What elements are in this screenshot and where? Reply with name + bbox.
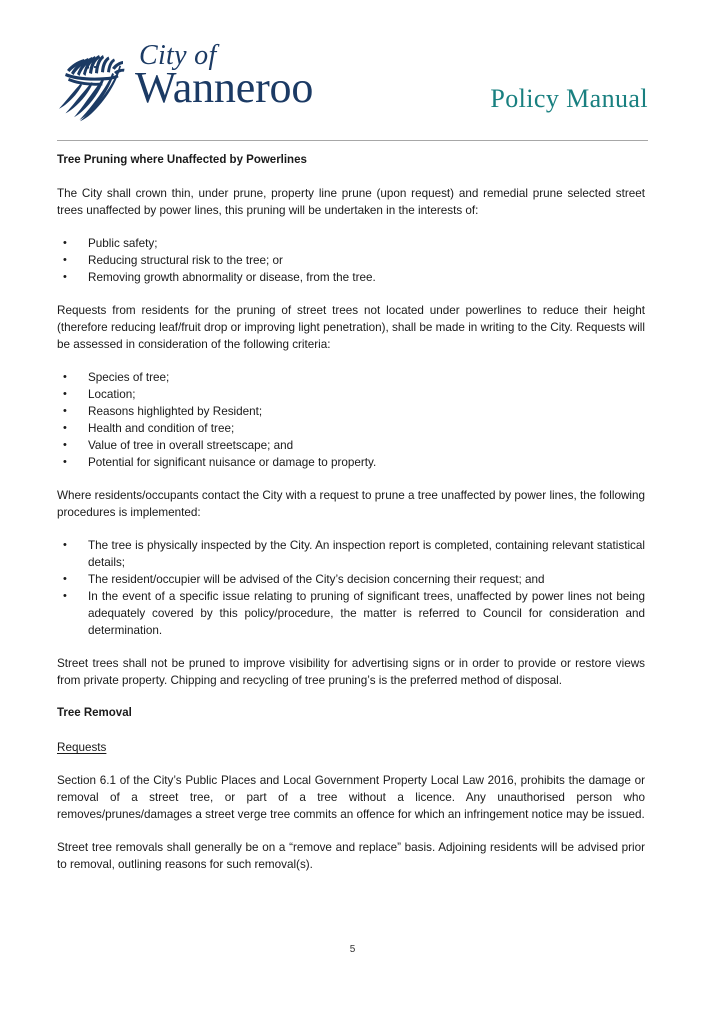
list-procedures	[57, 537, 645, 639]
heading-tree-pruning-unaffected: Tree Pruning where Unaffected by Powerlines	[57, 154, 307, 166]
page-header	[57, 40, 648, 140]
logo-line-wanneroo: Wanneroo	[135, 63, 314, 112]
list-item: • Health and condition of tree;	[57, 420, 645, 437]
list-item: • Location;	[57, 386, 645, 403]
document-title: Policy Manual	[490, 84, 648, 113]
list-item: • In the event of a specific issue relating to pruning of significant trees, unaffected by power lines not being adequately covered by this policy/procedure, the matter is referred to Council for consideration and determination.	[57, 588, 645, 639]
list-item: • Species of tree;	[57, 369, 645, 386]
subheading-requests: Requests	[57, 741, 107, 754]
paragraph-pruning-restrictions: Street trees shall not be pruned to improve visibility for advertising signs or in order to provide or restore views from private property. Chipping and recycling of tree pruning’s is the preferred method of disposal.	[57, 657, 645, 687]
list-item: • The tree is physically inspected by the City. An inspection report is completed, containing relevant statistical details;	[57, 537, 645, 571]
banksia-flower-logo-icon	[57, 40, 129, 122]
list-item: • Reducing structural risk to the tree; or	[57, 252, 645, 269]
list-item: • Value of tree in overall streetscape; and	[57, 437, 645, 454]
paragraph-procedures-intro: Where residents/occupants contact the City with a request to prune a tree unaffected by power lines, the following procedures is implemented:	[57, 489, 645, 519]
paragraph-remove-and-replace: Street tree removals shall generally be on a “remove and replace” basis. Adjoining residents will be advised prior to removal, outlining reasons for such removal(s).	[57, 841, 645, 871]
list-item: • The resident/occupier will be advised of the City’s decision concerning their request; and	[57, 571, 645, 588]
list-item: • Removing growth abnormality or disease, from the tree.	[57, 269, 645, 286]
heading-tree-removal: Tree Removal	[57, 707, 132, 719]
list-pruning-interests	[57, 235, 645, 286]
logo-line-city-of: City of	[139, 40, 217, 71]
paragraph-pruning-intro: The City shall crown thin, under prune, property line prune (upon request) and remedial prune selected street trees unaffected by power lines, this pruning will be undertaken in the interests of:	[57, 187, 645, 217]
city-of-wanneroo-logo	[57, 40, 313, 122]
page-number: 5	[349, 944, 356, 955]
list-item: • Public safety;	[57, 235, 645, 252]
subheading-requests-wrapper	[57, 738, 645, 772]
list-item: • Potential for significant nuisance or damage to property.	[57, 454, 645, 471]
list-item: • Reasons highlighted by Resident;	[57, 403, 645, 420]
logo-wordmark	[135, 42, 313, 110]
document-body	[57, 152, 645, 889]
paragraph-resident-requests: Requests from residents for the pruning of street trees not located under powerlines to reduce their height (therefore reducing leaf/fruit drop or improving light penetration), shall be made in writing to the City. Requests will be assessed in consideration of the following criteria:	[57, 304, 645, 351]
header-divider	[57, 140, 648, 141]
list-assessment-criteria	[57, 369, 645, 471]
paragraph-local-law: Section 6.1 of the City’s Public Places and Local Government Property Local Law 2016, prohibits the damage or removal of a street tree, or part of a tree without a licence. Any unauthorised person who removes/prunes/damages a street verge tree commits an offence for which an infringement notice may be issued.	[57, 774, 645, 821]
